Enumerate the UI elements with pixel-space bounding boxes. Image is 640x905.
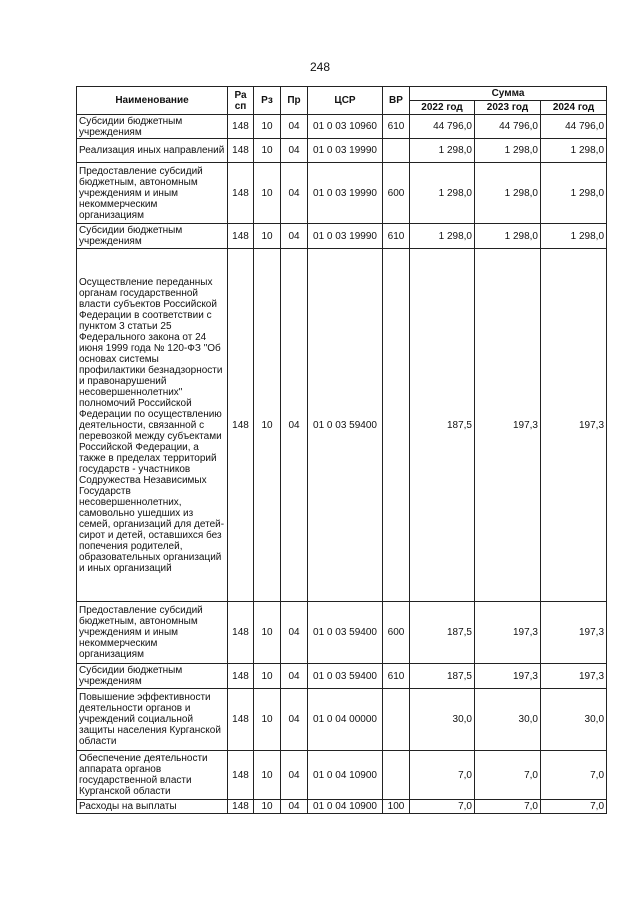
- row-2022: 1 298,0: [410, 163, 475, 224]
- row-2023: 1 298,0: [475, 224, 541, 249]
- table-row: [77, 664, 607, 689]
- row-pr: 04: [281, 800, 308, 814]
- row-name: Субсидии бюджетным учреждениям: [77, 115, 228, 139]
- row-rz: 10: [254, 800, 281, 814]
- row-rz: 10: [254, 224, 281, 249]
- row-ra: 148: [228, 602, 254, 664]
- row-ra: 148: [228, 664, 254, 689]
- row-rz: 10: [254, 602, 281, 664]
- row-pr: 04: [281, 664, 308, 689]
- row-csr: 01 0 03 59400: [308, 249, 383, 602]
- row-name: Субсидии бюджетным учреждениям: [77, 224, 228, 249]
- row-2024: 1 298,0: [541, 224, 607, 249]
- row-csr: 01 0 03 19990: [308, 224, 383, 249]
- row-pr: 04: [281, 224, 308, 249]
- header-sum: Сумма: [410, 87, 607, 101]
- row-pr: 04: [281, 689, 308, 751]
- row-vr: 600: [383, 602, 410, 664]
- row-name: Обеспечение деятельности аппарата органов государственной власти Курганской области: [77, 751, 228, 800]
- header-pr: Пр: [281, 87, 308, 115]
- row-name: Осуществление переданных органам государственной власти субъектов Российской Федерации в соответствии с пунктом 3 статьи 25 Федерального закона от 24 июня 1999 года № 120-ФЗ "Об основах системы профилактики безнадзорности и правонарушений несовершеннолетних" полномочий Российской Федерации по осуществлению деятельности, связанной с перевозкой между субъектами Российской Федерации, а также в пределах территорий государств - участников Содружества Независимых Государств несовершеннолетних, самовольно ушедших из семей, организаций для детей-сирот и детей, оставшихся без попечения родителей, образовательных организаций и иных организаций: [77, 249, 228, 602]
- row-pr: 04: [281, 163, 308, 224]
- row-2022: 187,5: [410, 664, 475, 689]
- row-2022: 1 298,0: [410, 224, 475, 249]
- row-rz: 10: [254, 115, 281, 139]
- row-vr: 100: [383, 800, 410, 814]
- row-csr: 01 0 03 10960: [308, 115, 383, 139]
- header-name: Наименование: [77, 87, 228, 115]
- row-ra: 148: [228, 249, 254, 602]
- row-2024: 7,0: [541, 800, 607, 814]
- table-row: [77, 800, 607, 814]
- row-2024: 44 796,0: [541, 115, 607, 139]
- row-vr: [383, 139, 410, 163]
- row-2024: 7,0: [541, 751, 607, 800]
- row-ra: 148: [228, 224, 254, 249]
- row-2022: 187,5: [410, 602, 475, 664]
- table-row: [77, 689, 607, 751]
- row-csr: 01 0 04 00000: [308, 689, 383, 751]
- row-ra: 148: [228, 139, 254, 163]
- row-2022: 187,5: [410, 249, 475, 602]
- row-rz: 10: [254, 249, 281, 602]
- row-name: Предоставление субсидий бюджетным, автономным учреждениям и иным некоммерческим организациям: [77, 602, 228, 664]
- table-row: [77, 249, 607, 602]
- row-2023: 197,3: [475, 249, 541, 602]
- row-name: Реализация иных направлений: [77, 139, 228, 163]
- row-pr: 04: [281, 751, 308, 800]
- row-ra: 148: [228, 163, 254, 224]
- row-2023: 197,3: [475, 602, 541, 664]
- row-2023: 44 796,0: [475, 115, 541, 139]
- page-number: 248: [309, 60, 331, 74]
- row-csr: 01 0 04 10900: [308, 800, 383, 814]
- row-vr: 610: [383, 224, 410, 249]
- header-csr: ЦСР: [308, 87, 383, 115]
- table-row: [77, 163, 607, 224]
- table-row: [77, 139, 607, 163]
- row-ra: 148: [228, 800, 254, 814]
- row-2022: 7,0: [410, 751, 475, 800]
- header-vr: ВР: [383, 87, 410, 115]
- row-csr: 01 0 04 10900: [308, 751, 383, 800]
- row-ra: 148: [228, 689, 254, 751]
- table-row: [77, 751, 607, 800]
- row-vr: 610: [383, 664, 410, 689]
- row-vr: [383, 249, 410, 602]
- row-name: Расходы на выплаты: [77, 800, 228, 814]
- row-pr: 04: [281, 139, 308, 163]
- header-2024: 2024 год: [541, 101, 607, 115]
- row-2022: 30,0: [410, 689, 475, 751]
- row-vr: 600: [383, 163, 410, 224]
- row-2024: 197,3: [541, 664, 607, 689]
- row-csr: 01 0 03 59400: [308, 602, 383, 664]
- row-2024: 1 298,0: [541, 139, 607, 163]
- table-row: [77, 224, 607, 249]
- row-name: Предоставление субсидий бюджетным, автономным учреждениям и иным некоммерческим организациям: [77, 163, 228, 224]
- budget-table: [76, 86, 607, 814]
- header-2022: 2022 год: [410, 101, 475, 115]
- row-2023: 7,0: [475, 751, 541, 800]
- row-pr: 04: [281, 602, 308, 664]
- row-2022: 44 796,0: [410, 115, 475, 139]
- row-2023: 1 298,0: [475, 163, 541, 224]
- row-rz: 10: [254, 751, 281, 800]
- row-rz: 10: [254, 163, 281, 224]
- row-ra: 148: [228, 115, 254, 139]
- row-csr: 01 0 03 19990: [308, 163, 383, 224]
- header-rz: Рз: [254, 87, 281, 115]
- table-header-row: [77, 87, 607, 101]
- row-2024: 197,3: [541, 249, 607, 602]
- row-csr: 01 0 03 59400: [308, 664, 383, 689]
- row-2022: 1 298,0: [410, 139, 475, 163]
- row-pr: 04: [281, 115, 308, 139]
- row-2024: 197,3: [541, 602, 607, 664]
- table-row: [77, 115, 607, 139]
- row-ra: 148: [228, 751, 254, 800]
- row-2022: 7,0: [410, 800, 475, 814]
- header-2023: 2023 год: [475, 101, 541, 115]
- row-vr: [383, 689, 410, 751]
- row-vr: [383, 751, 410, 800]
- table-row: [77, 602, 607, 664]
- row-name: Субсидии бюджетным учреждениям: [77, 664, 228, 689]
- row-2023: 30,0: [475, 689, 541, 751]
- row-csr: 01 0 03 19990: [308, 139, 383, 163]
- row-2024: 30,0: [541, 689, 607, 751]
- header-ra: Ра сп: [228, 87, 254, 115]
- row-rz: 10: [254, 664, 281, 689]
- row-rz: 10: [254, 139, 281, 163]
- row-2024: 1 298,0: [541, 163, 607, 224]
- row-2023: 1 298,0: [475, 139, 541, 163]
- row-vr: 610: [383, 115, 410, 139]
- row-2023: 197,3: [475, 664, 541, 689]
- row-pr: 04: [281, 249, 308, 602]
- row-rz: 10: [254, 689, 281, 751]
- row-name: Повышение эффективности деятельности органов и учреждений социальной защиты населения Курганской области: [77, 689, 228, 751]
- row-2023: 7,0: [475, 800, 541, 814]
